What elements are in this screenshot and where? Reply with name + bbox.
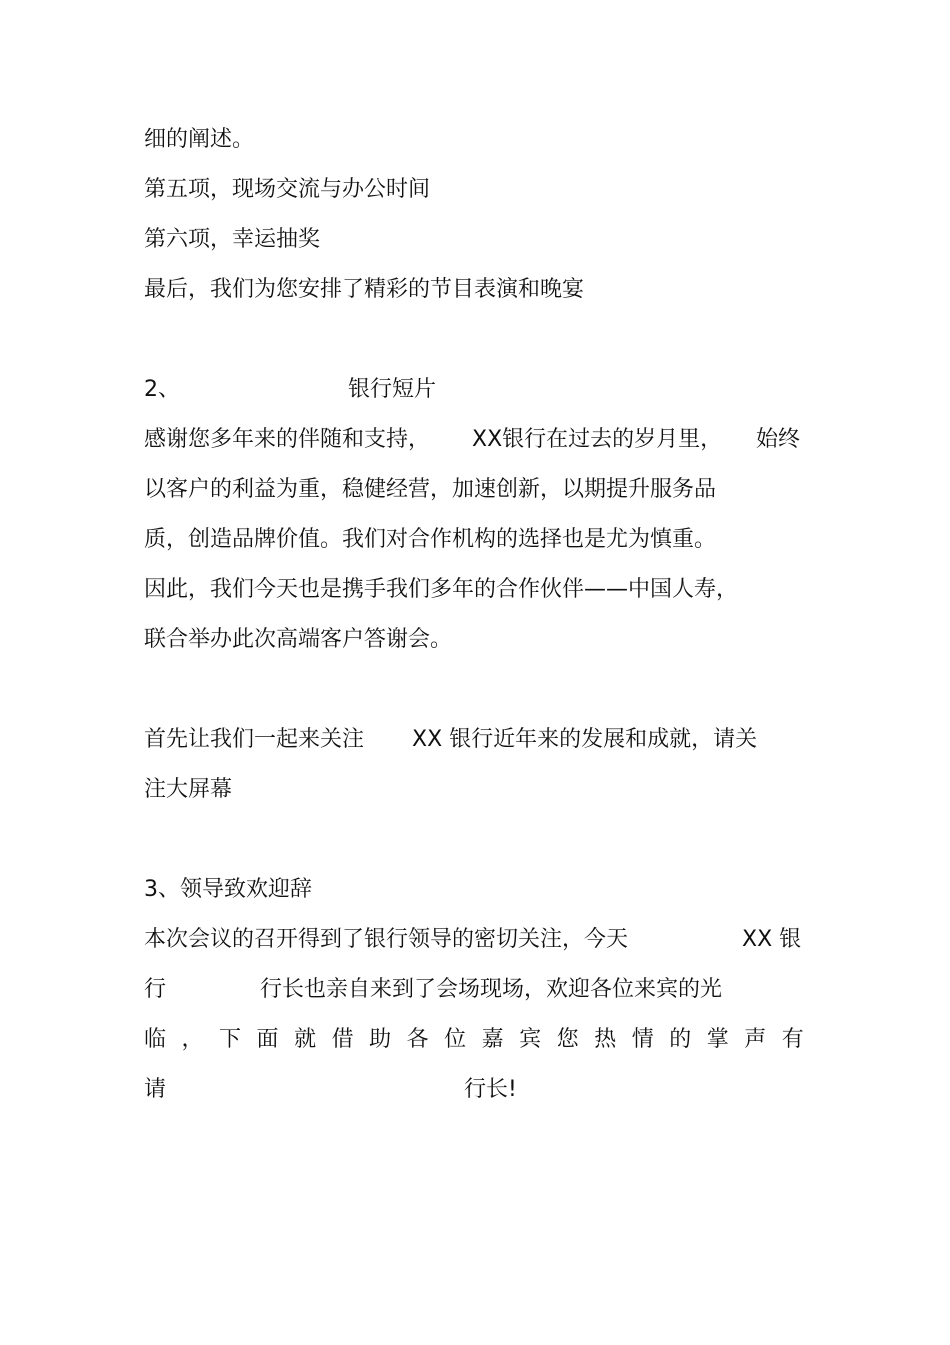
char: ， [181, 1027, 204, 1052]
char: 的 [669, 1027, 692, 1052]
text-line: 最后，我们为您安排了精彩的节目表演和晚宴 [144, 277, 585, 302]
text-segment: XX 银 [742, 927, 802, 952]
text-line: 以客户的利益为重，稳健经营，加速创新，以期提升服务品 [144, 477, 717, 502]
char: 有 [781, 1027, 804, 1052]
char: 热 [594, 1027, 617, 1052]
text-line: 注大屏幕 [144, 777, 233, 802]
section-number: 2、 [144, 377, 180, 402]
text-segment: XX 银行近年来的发展和成就，请关 [412, 727, 758, 752]
text-segment: 行长也亲自来到了会场现场，欢迎各位来宾的光 [260, 977, 723, 1002]
text-segment: 行长! [464, 1077, 517, 1102]
text-segment: XX银行在过去的岁月里， [472, 427, 723, 452]
char: 位 [444, 1027, 467, 1052]
char: 面 [256, 1027, 279, 1052]
text-segment: 始终 [756, 427, 801, 452]
char: 助 [369, 1027, 392, 1052]
agenda-item-6: 第六项，幸运抽奖 [144, 227, 321, 252]
char: 宾 [519, 1027, 542, 1052]
char: 您 [556, 1027, 579, 1052]
text-segment: 首先让我们一起来关注 [144, 727, 365, 752]
char: 声 [744, 1027, 767, 1052]
text-segment: 行 [144, 977, 167, 1002]
char: 情 [631, 1027, 654, 1052]
char: 就 [294, 1027, 317, 1052]
char: 临 [144, 1027, 167, 1052]
char: 下 [219, 1027, 242, 1052]
section-heading: 3、领导致欢迎辞 [144, 877, 312, 902]
text-line: 质，创造品牌价值。我们对合作机构的选择也是尤为慎重。 [144, 527, 717, 552]
text-line: 因此，我们今天也是携手我们多年的合作伙伴——中国人寿， [144, 577, 739, 602]
text-segment: 请 [144, 1077, 167, 1102]
agenda-item-5: 第五项，现场交流与办公时间 [144, 177, 431, 202]
text-segment: 感谢您多年来的伴随和支持， [144, 427, 431, 452]
section-title: 银行短片 [348, 377, 437, 402]
text-segment: 本次会议的召开得到了银行领导的密切关注，今天 [144, 927, 629, 952]
char: 借 [331, 1027, 354, 1052]
text-line: 联合举办此次高端客户答谢会。 [144, 627, 453, 652]
char: 各 [406, 1027, 429, 1052]
char: 掌 [706, 1027, 729, 1052]
char: 嘉 [481, 1027, 504, 1052]
justified-line [144, 1025, 804, 1055]
text-line: 细的阐述。 [144, 127, 255, 152]
